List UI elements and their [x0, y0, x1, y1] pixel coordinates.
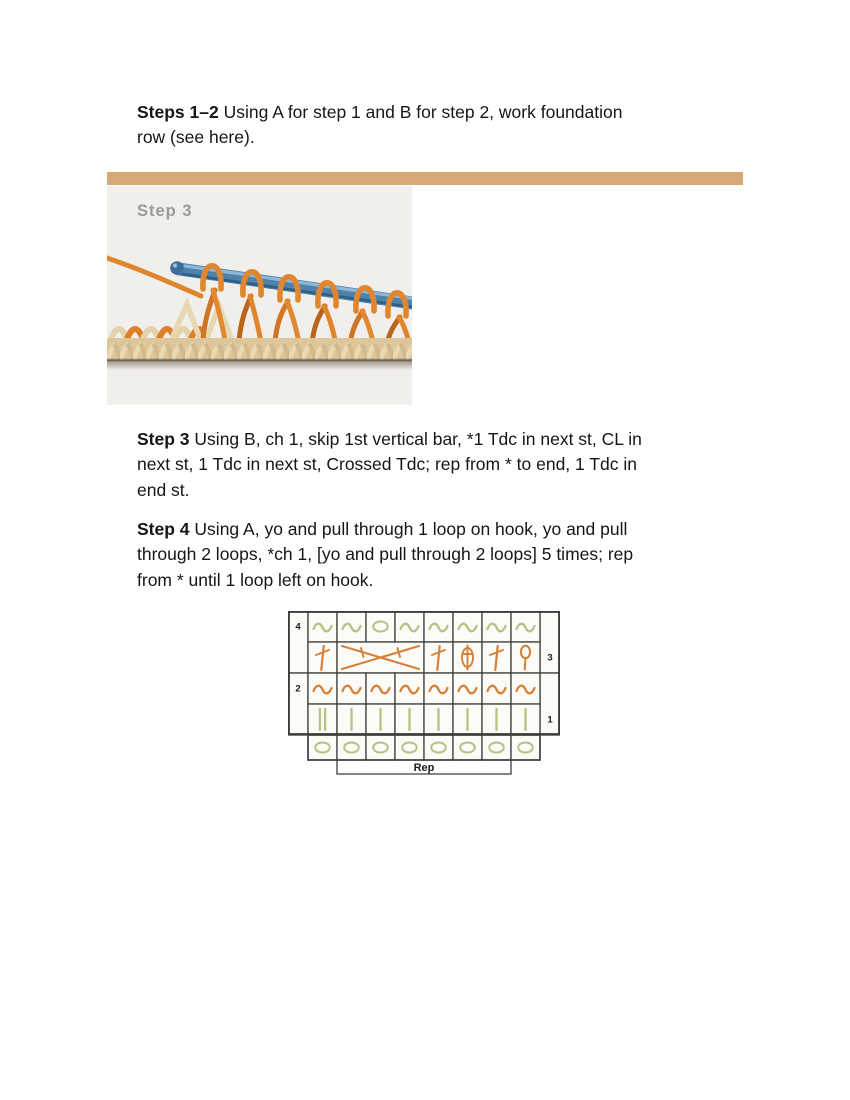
chart-cell — [308, 735, 337, 760]
paragraph-step-4 — [137, 517, 633, 593]
row-number-label: 1 — [547, 714, 553, 726]
chart-cell — [288, 611, 308, 673]
chart-cell — [453, 735, 482, 760]
chart-cell — [337, 735, 366, 760]
chart-cell — [424, 735, 453, 760]
braid-texture — [107, 338, 412, 360]
repeat-label: Rep — [413, 762, 435, 774]
paragraph-line: Using B, ch 1, skip 1st vertical bar, *1 Tdc in next st, CL in — [194, 429, 642, 449]
chart-cell — [308, 704, 337, 735]
chart-cell — [366, 611, 395, 642]
stitch-chart — [288, 611, 560, 777]
paragraph-step-3 — [137, 427, 642, 503]
section-divider — [107, 172, 743, 185]
paragraph-line: Using A for step 1 and B for step 2, work foundation — [223, 102, 623, 122]
chart-cell — [288, 673, 308, 735]
paragraph-line: end st. — [137, 479, 190, 500]
paragraph-steps-1-2 — [137, 100, 622, 151]
chart-cell — [395, 735, 424, 760]
step-heading: Step 4 — [137, 519, 190, 539]
step-photo — [107, 186, 412, 405]
paragraph-line: from * until 1 loop left on hook. — [137, 569, 374, 590]
paragraph-line: Using A, yo and pull through 1 loop on hook, yo and pull — [194, 519, 628, 539]
chart-cell — [511, 735, 540, 760]
step-heading: Step 3 — [137, 429, 190, 449]
row-number-label: 2 — [295, 683, 301, 695]
photo-caption: Step 3 — [137, 202, 193, 220]
step-heading: Steps 1–2 — [137, 102, 219, 122]
row-number-label: 4 — [295, 621, 301, 633]
row-number-label: 3 — [547, 652, 553, 664]
paragraph-line: row (see here). — [137, 127, 255, 148]
chart-cell — [482, 735, 511, 760]
chart-cell — [366, 735, 395, 760]
braid-shadow — [107, 360, 412, 370]
paragraph-line: next st, 1 Tdc in next st, Crossed Tdc; rep from * to end, 1 Tdc in — [137, 454, 637, 475]
paragraph-line: through 2 loops, *ch 1, [yo and pull through 2 loops] 5 times; rep — [137, 544, 634, 565]
